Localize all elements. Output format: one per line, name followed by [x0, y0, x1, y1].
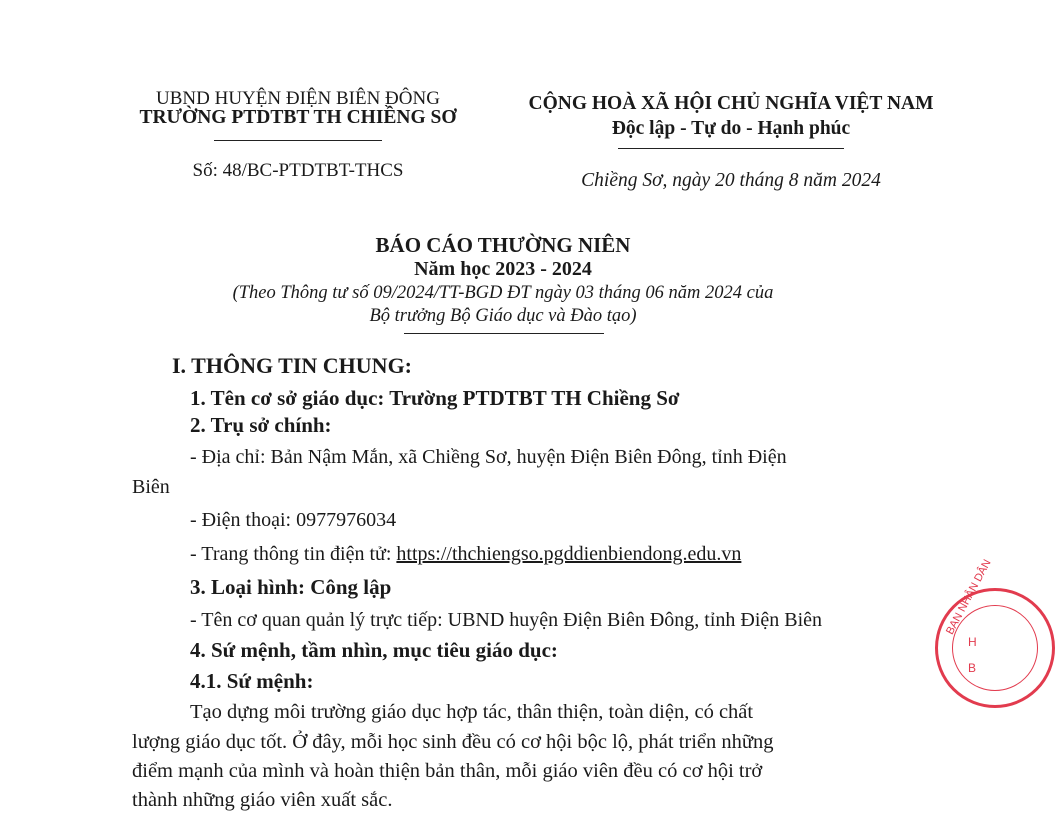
motto: Độc lập - Tự do - Hạnh phúc	[611, 118, 851, 139]
stamp-glyph-bottom: B	[968, 661, 977, 675]
org-underline	[214, 140, 382, 141]
report-year: Năm học 2023 - 2024	[414, 258, 592, 280]
item-name: 1. Tên cơ sở giáo dục: Trường PTDTBT TH Chiềng Sơ	[190, 386, 680, 410]
website-row	[190, 543, 741, 566]
address-line1: - Địa chỉ: Bản Nậm Mắn, xã Chiềng Sơ, huyện Điện Biên Đông, tỉnh Điện	[190, 446, 787, 468]
mission-line-1: Tạo dựng môi trường giáo dục hợp tác, thân thiện, toàn diện, có chất	[190, 701, 754, 723]
org-school: TRƯỜNG PTDTBT TH CHIỀNG SƠ	[139, 107, 457, 128]
mission-line-4: thành những giáo viên xuất sắc.	[132, 789, 393, 811]
motto-underline	[618, 148, 844, 149]
report-title: BÁO CÁO THƯỜNG NIÊN	[375, 233, 631, 257]
stamp-text: BAN NHÂN DÂN	[944, 557, 994, 637]
address-line2: Biên	[132, 476, 170, 498]
doc-number: Số: 48/BC-PTDTBT-THCS	[192, 160, 404, 181]
legal-basis-line2: Bộ trưởng Bộ Giáo dục và Đào tạo)	[369, 306, 637, 326]
item-headquarters: 2. Trụ sở chính:	[190, 413, 332, 437]
website-link[interactable]: https://thchiengso.pgddienbiendong.edu.vn	[396, 543, 742, 565]
stamp-inner-ring	[952, 605, 1038, 691]
item-mission-vision: 4. Sứ mệnh, tầm nhìn, mục tiêu giáo dục:	[190, 638, 558, 662]
title-underline	[404, 333, 604, 334]
item-mission: 4.1. Sứ mệnh:	[190, 669, 314, 693]
mission-line-3: điểm mạnh của mình và hoàn thiện bản thân, mỗi giáo viên đều có cơ hội trở	[132, 760, 763, 782]
phone: - Điện thoại: 0977976034	[190, 509, 397, 531]
stamp-glyph-top: H	[968, 635, 977, 649]
website-label: - Trang thông tin điện tử:	[190, 543, 397, 565]
item-type: 3. Loại hình: Công lập	[190, 575, 392, 599]
org-parent: UBND HUYỆN ĐIỆN BIÊN ĐÔNG	[156, 88, 440, 109]
nation-title: CỘNG HOÀ XÃ HỘI CHỦ NGHĨA VIỆT NAM	[528, 93, 934, 114]
section-heading: I. THÔNG TIN CHUNG:	[172, 353, 413, 378]
mission-line-2: lượng giáo dục tốt. Ở đây, mỗi học sinh đều có cơ hội bộc lộ, phát triển những	[132, 731, 774, 753]
legal-basis-line1: (Theo Thông tư số 09/2024/TT-BGD ĐT ngày 03 tháng 06 năm 2024 của	[232, 283, 774, 303]
official-stamp	[935, 557, 1055, 708]
place-date: Chiềng Sơ, ngày 20 tháng 8 năm 2024	[581, 170, 881, 191]
managing-agency: - Tên cơ quan quản lý trực tiếp: UBND huyện Điện Biên Đông, tỉnh Điện Biên	[190, 609, 823, 631]
